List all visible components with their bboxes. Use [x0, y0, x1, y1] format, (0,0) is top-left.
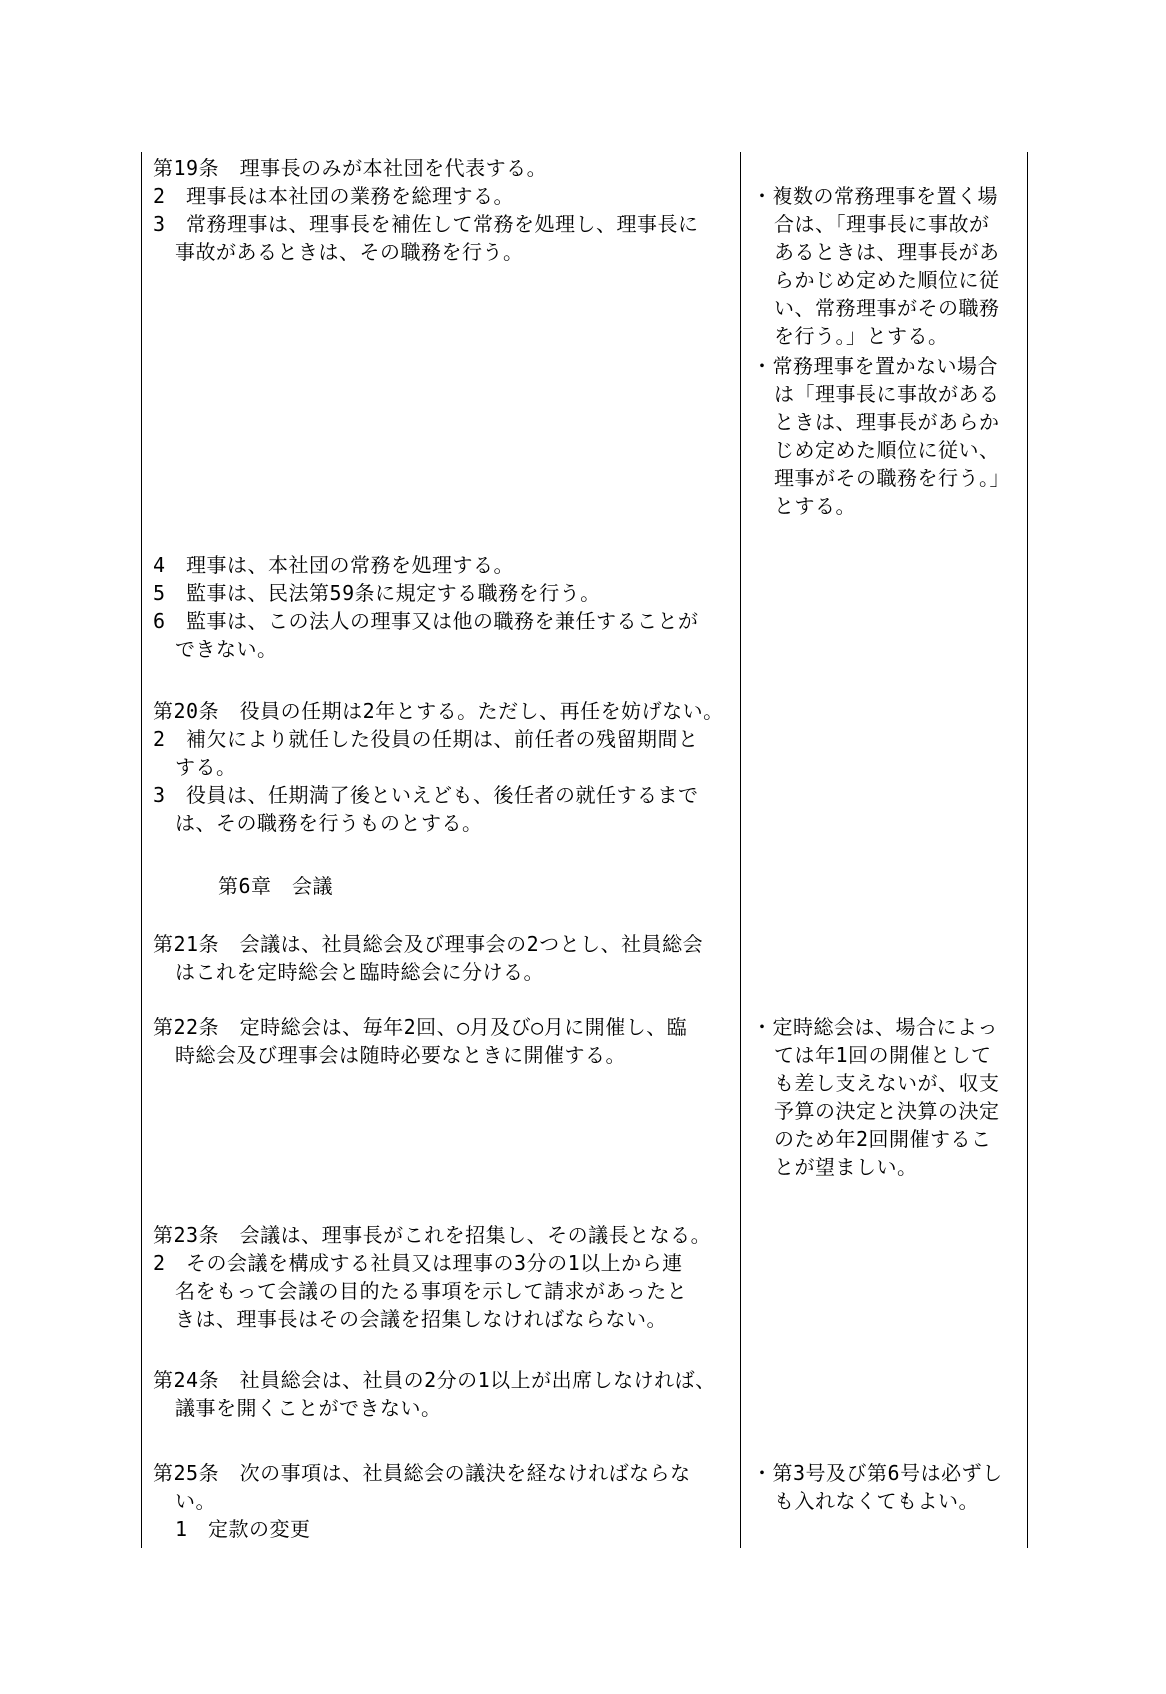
article-19-para-3: 3 常務理事は、理事長を補佐して常務を処理し、理事長に: [153, 212, 699, 236]
note-2-line: は「理事長に事故がある: [774, 382, 1000, 406]
article-20-title: 第20条 役員の任期は2年とする。ただし、再任を妨げない。: [153, 699, 724, 723]
note-4-line: も入れなくてもよい。: [774, 1489, 979, 1513]
note-4-line: ・第3号及び第6号は必ずし: [752, 1461, 1003, 1485]
article-23-title: 第23条 会議は、理事長がこれを招集し、その議長となる。: [153, 1223, 712, 1247]
article-19-para-4: 4 理事は、本社団の常務を処理する。: [153, 553, 515, 577]
note-1-line: らかじめ定めた順位に従: [774, 268, 1000, 292]
article-20-para-3-cont: は、その職務を行うものとする。: [175, 811, 483, 835]
right-border: [1027, 152, 1028, 1548]
article-19-para-5: 5 監事は、民法第59条に規定する職務を行う。: [153, 581, 601, 605]
chapter-6-heading: 第6章 会議: [218, 874, 334, 898]
note-3-line: のため年2回開催するこ: [774, 1127, 992, 1151]
article-19-title: 第19条 理事長のみが本社団を代表する。: [153, 156, 548, 180]
article-19-para-6-cont: できない。: [175, 637, 278, 661]
article-21-cont: はこれを定時総会と臨時総会に分ける。: [175, 960, 544, 984]
article-19-para-2: 2 理事長は本社団の業務を総理する。: [153, 184, 515, 208]
note-2-line: じめ定めた順位に従い、: [774, 438, 1000, 462]
article-20-para-2-cont: する。: [175, 755, 237, 779]
article-19-para-3-cont: 事故があるときは、その職務を行う。: [175, 240, 524, 264]
note-1-line: ・複数の常務理事を置く場: [752, 184, 998, 208]
note-2-line: ときは、理事長があらか: [774, 410, 1000, 434]
article-23-para-2-cont-2: きは、理事長はその会議を招集しなければならない。: [175, 1307, 667, 1331]
note-1-line: あるときは、理事長があ: [774, 240, 1000, 264]
article-23-para-2-cont-1: 名をもって会議の目的たる事項を示して請求があったと: [175, 1279, 688, 1303]
note-2-line: 理事がその職務を行う。」: [774, 466, 1010, 490]
note-2-line: ・常務理事を置かない場合: [752, 354, 998, 378]
article-25-cont: い。: [175, 1489, 216, 1513]
note-1-line: を行う。」とする。: [774, 324, 949, 348]
note-3-line: も差し支えないが、収支: [774, 1071, 1000, 1095]
column-divider: [740, 152, 741, 1548]
article-25-title: 第25条 次の事項は、社員総会の議決を経なければならな: [153, 1461, 691, 1485]
article-24-title: 第24条 社員総会は、社員の2分の1以上が出席しなければ、: [153, 1368, 716, 1392]
left-border: [141, 152, 142, 1548]
article-25-item-1: 1 定款の変更: [175, 1517, 311, 1541]
article-20-para-3: 3 役員は、任期満了後といえども、後任者の就任するまで: [153, 783, 699, 807]
article-22-title: 第22条 定時総会は、毎年2回、○月及び○月に開催し、臨: [153, 1015, 688, 1039]
article-23-para-2: 2 その会議を構成する社員又は理事の3分の1以上から連: [153, 1251, 683, 1275]
article-20-para-2: 2 補欠により就任した役員の任期は、前任者の残留期間と: [153, 727, 699, 751]
note-3-line: とが望ましい。: [774, 1155, 918, 1179]
article-22-cont: 時総会及び理事会は随時必要なときに開催する。: [175, 1043, 626, 1067]
note-3-line: 予算の決定と決算の決定: [774, 1099, 1000, 1123]
note-1-line: 合は、「理事長に事故が: [774, 212, 990, 236]
note-2-line: とする。: [774, 494, 856, 518]
note-1-line: い、常務理事がその職務: [774, 296, 1000, 320]
article-24-cont: 議事を開くことができない。: [175, 1396, 442, 1420]
article-21-title: 第21条 会議は、社員総会及び理事会の2つとし、社員総会: [153, 932, 704, 956]
note-3-line: ては年1回の開催として: [774, 1043, 992, 1067]
article-19-para-6: 6 監事は、この法人の理事又は他の職務を兼任することが: [153, 609, 699, 633]
note-3-line: ・定時総会は、場合によっ: [752, 1015, 998, 1039]
